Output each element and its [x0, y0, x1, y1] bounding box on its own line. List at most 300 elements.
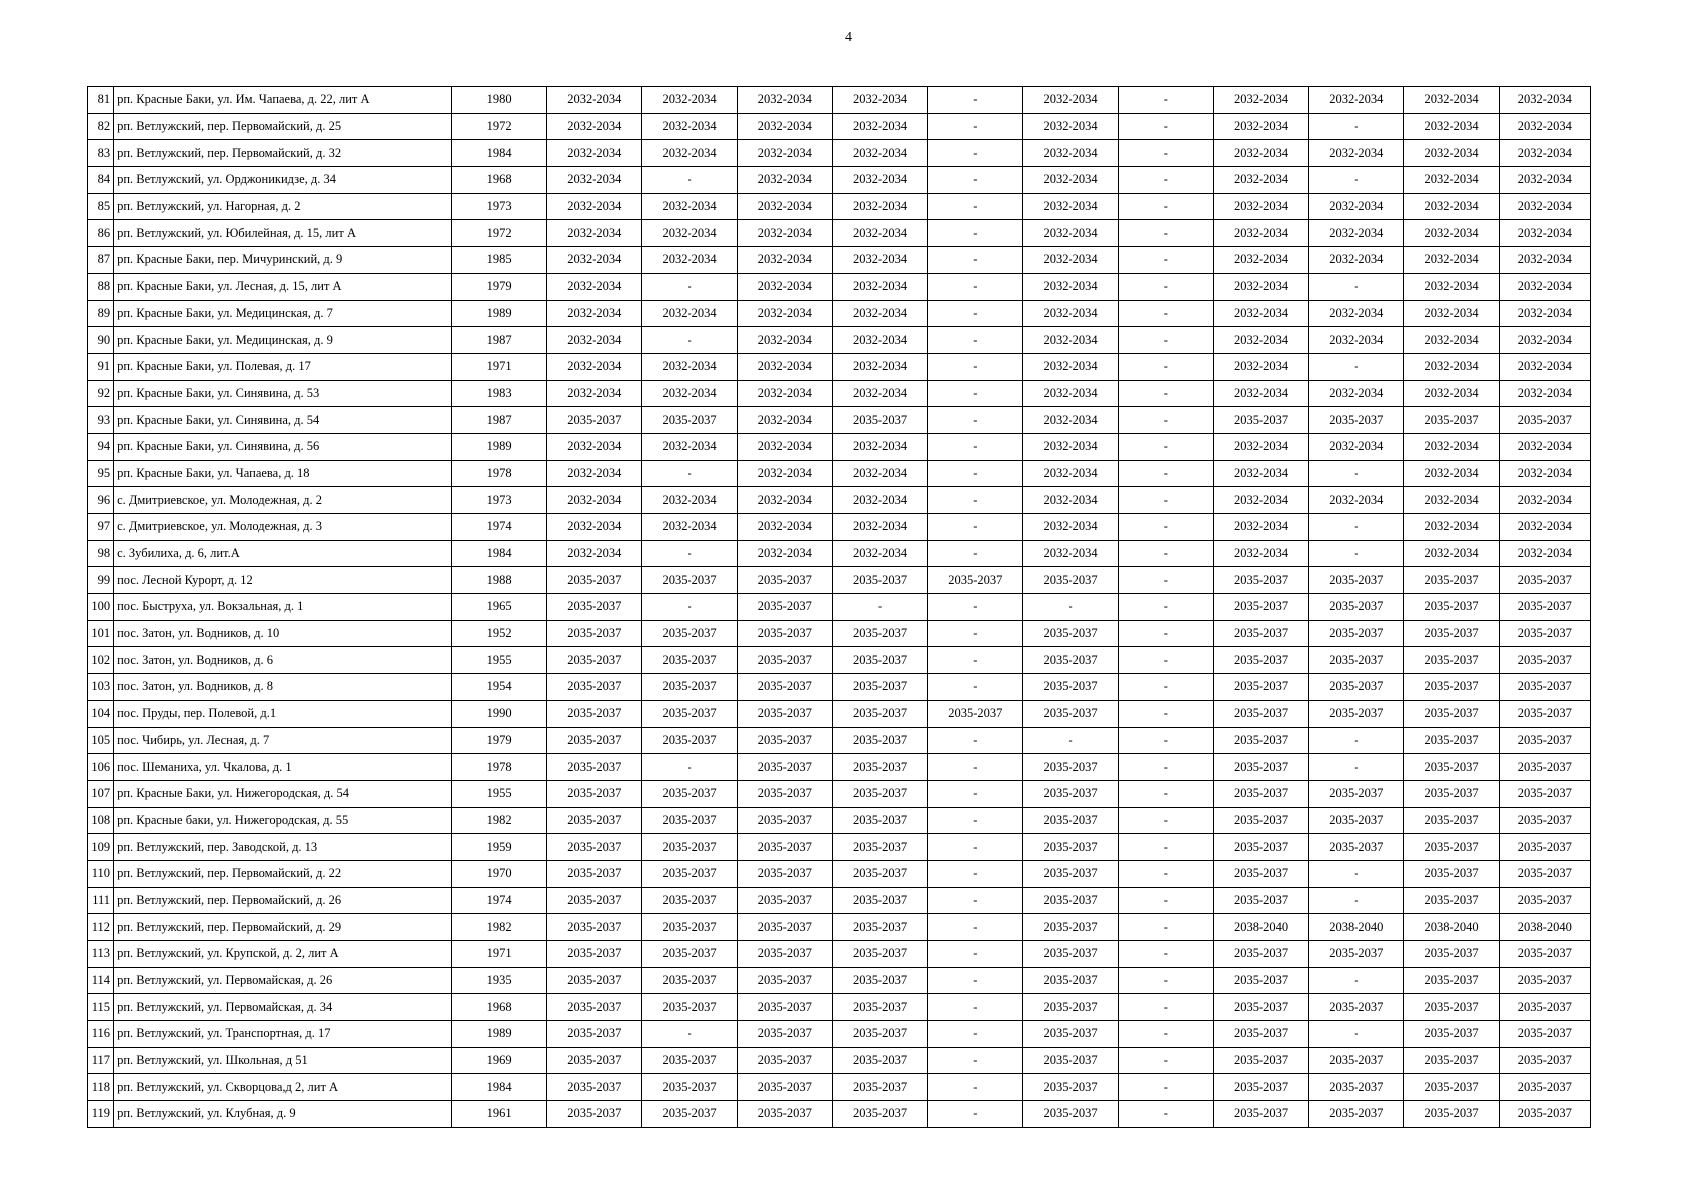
schedule-cell: 2035-2037: [1213, 807, 1308, 834]
table-row: [88, 273, 1591, 300]
schedule-cell: 2032-2034: [1499, 380, 1590, 407]
schedule-cell: 2032-2034: [1404, 113, 1499, 140]
schedule-cell: -: [1023, 594, 1118, 621]
schedule-cell: 2032-2034: [1499, 113, 1590, 140]
year-cell: 1959: [451, 834, 546, 861]
schedule-cell: 2032-2034: [737, 487, 832, 514]
schedule-cell: 2035-2037: [1499, 674, 1590, 701]
schedule-cell: 2035-2037: [1499, 754, 1590, 781]
schedule-cell: 2035-2037: [737, 941, 832, 968]
address-cell: пос. Чибирь, ул. Лесная, д. 7: [114, 727, 452, 754]
schedule-cell: 2035-2037: [737, 860, 832, 887]
schedule-cell: -: [928, 247, 1023, 274]
schedule-cell: 2032-2034: [547, 113, 642, 140]
schedule-cell: 2032-2034: [1213, 140, 1308, 167]
schedule-cell: -: [928, 994, 1023, 1021]
table-row: [88, 594, 1591, 621]
schedule-cell: 2035-2037: [1023, 567, 1118, 594]
schedule-cell: -: [928, 327, 1023, 354]
schedule-cell: 2032-2034: [1499, 514, 1590, 541]
year-cell: 1984: [451, 140, 546, 167]
schedule-cell: 2035-2037: [737, 834, 832, 861]
table-row: [88, 780, 1591, 807]
table-row: [88, 113, 1591, 140]
address-cell: рп. Красные Баки, ул. Синявина, д. 56: [114, 433, 452, 460]
schedule-cell: -: [1309, 540, 1404, 567]
schedule-cell: 2035-2037: [1023, 834, 1118, 861]
schedule-cell: -: [1309, 167, 1404, 194]
schedule-cell: -: [1118, 594, 1213, 621]
schedule-cell: 2032-2034: [547, 167, 642, 194]
schedule-cell: 2032-2034: [1404, 433, 1499, 460]
schedule-cell: 2032-2034: [832, 540, 927, 567]
row-number-cell: 110: [88, 860, 114, 887]
schedule-cell: 2035-2037: [547, 594, 642, 621]
schedule-cell: -: [928, 674, 1023, 701]
schedule-cell: 2035-2037: [737, 620, 832, 647]
address-cell: пос. Затон, ул. Водников, д. 8: [114, 674, 452, 701]
schedule-cell: -: [1118, 1047, 1213, 1074]
row-number-cell: 94: [88, 433, 114, 460]
schedule-cell: 2032-2034: [1499, 87, 1590, 114]
row-number-cell: 117: [88, 1047, 114, 1074]
schedule-cell: -: [928, 540, 1023, 567]
schedule-cell: 2035-2037: [1499, 567, 1590, 594]
year-cell: 1969: [451, 1047, 546, 1074]
address-cell: рп. Ветлужский, пер. Первомайский, д. 29: [114, 914, 452, 941]
schedule-cell: 2035-2037: [737, 700, 832, 727]
year-cell: 1989: [451, 300, 546, 327]
schedule-cell: -: [1118, 727, 1213, 754]
schedule-cell: 2032-2034: [642, 140, 737, 167]
schedule-cell: 2032-2034: [737, 353, 832, 380]
year-cell: 1973: [451, 193, 546, 220]
year-cell: 1987: [451, 407, 546, 434]
address-cell: рп. Красные Баки, ул. Синявина, д. 54: [114, 407, 452, 434]
schedule-cell: 2032-2034: [547, 140, 642, 167]
schedule-cell: -: [1118, 514, 1213, 541]
table-row: [88, 994, 1591, 1021]
schedule-cell: 2035-2037: [1023, 620, 1118, 647]
schedule-cell: 2032-2034: [1499, 273, 1590, 300]
schedule-cell: 2032-2034: [642, 113, 737, 140]
address-cell: рп. Ветлужский, ул. Скворцова,д 2, лит А: [114, 1074, 452, 1101]
schedule-cell: 2035-2037: [547, 994, 642, 1021]
schedule-cell: -: [1118, 860, 1213, 887]
schedule-cell: -: [1118, 807, 1213, 834]
schedule-cell: 2032-2034: [642, 193, 737, 220]
schedule-cell: 2035-2037: [1499, 727, 1590, 754]
year-cell: 1984: [451, 540, 546, 567]
schedule-cell: 2035-2037: [1023, 674, 1118, 701]
address-cell: рп. Ветлужский, ул. Школьная, д 51: [114, 1047, 452, 1074]
schedule-cell: 2035-2037: [832, 754, 927, 781]
table-row: [88, 567, 1591, 594]
schedule-cell: 2035-2037: [547, 1074, 642, 1101]
schedule-cell: -: [1118, 1101, 1213, 1128]
schedule-cell: 2035-2037: [1404, 967, 1499, 994]
schedule-cell: 2035-2037: [1499, 941, 1590, 968]
schedule-cell: 2032-2034: [1023, 407, 1118, 434]
schedule-cell: 2032-2034: [1213, 353, 1308, 380]
schedule-cell: 2032-2034: [832, 327, 927, 354]
schedule-cell: 2035-2037: [1499, 807, 1590, 834]
schedule-cell: 2032-2034: [1213, 327, 1308, 354]
schedule-cell: 2035-2037: [547, 834, 642, 861]
schedule-cell: -: [928, 487, 1023, 514]
schedule-cell: -: [1309, 353, 1404, 380]
table-row: [88, 860, 1591, 887]
schedule-cell: -: [1309, 887, 1404, 914]
schedule-cell: 2035-2037: [1023, 941, 1118, 968]
schedule-cell: 2032-2034: [1404, 487, 1499, 514]
year-cell: 1965: [451, 594, 546, 621]
schedule-cell: 2032-2034: [1023, 273, 1118, 300]
address-cell: рп. Ветлужский, пер. Первомайский, д. 25: [114, 113, 452, 140]
address-cell: рп. Ветлужский, ул. Нагорная, д. 2: [114, 193, 452, 220]
schedule-cell: 2035-2037: [832, 834, 927, 861]
schedule-cell: 2032-2034: [832, 300, 927, 327]
schedule-cell: 2035-2037: [737, 1074, 832, 1101]
schedule-cell: 2032-2034: [1213, 113, 1308, 140]
schedule-cell: 2032-2034: [832, 220, 927, 247]
schedule-cell: 2035-2037: [832, 807, 927, 834]
schedule-cell: -: [1118, 487, 1213, 514]
row-number-cell: 116: [88, 1021, 114, 1048]
schedule-cell: -: [1309, 967, 1404, 994]
schedule-cell: 2035-2037: [547, 887, 642, 914]
schedule-cell: -: [1118, 647, 1213, 674]
year-cell: 1979: [451, 273, 546, 300]
schedule-cell: 2035-2037: [547, 407, 642, 434]
schedule-cell: 2032-2034: [1023, 514, 1118, 541]
schedule-cell: 2032-2034: [547, 87, 642, 114]
schedule-cell: 2032-2034: [1499, 460, 1590, 487]
year-cell: 1955: [451, 647, 546, 674]
row-number-cell: 102: [88, 647, 114, 674]
schedule-cell: -: [1118, 994, 1213, 1021]
schedule-cell: 2035-2037: [642, 807, 737, 834]
schedule-cell: 2035-2037: [737, 914, 832, 941]
schedule-cell: 2032-2034: [832, 514, 927, 541]
schedule-cell: 2035-2037: [642, 407, 737, 434]
schedule-cell: 2035-2037: [1499, 780, 1590, 807]
schedule-cell: 2035-2037: [1499, 1021, 1590, 1048]
schedule-cell: -: [928, 1074, 1023, 1101]
schedule-cell: 2035-2037: [1499, 620, 1590, 647]
address-cell: рп. Красные Баки, ул. Синявина, д. 53: [114, 380, 452, 407]
schedule-cell: 2035-2037: [737, 567, 832, 594]
schedule-cell: 2035-2037: [1213, 567, 1308, 594]
table-row: [88, 620, 1591, 647]
schedule-cell: 2035-2037: [1213, 941, 1308, 968]
schedule-cell: 2035-2037: [1499, 1047, 1590, 1074]
schedule-cell: 2032-2034: [832, 433, 927, 460]
schedule-cell: 2032-2034: [1023, 220, 1118, 247]
schedule-cell: 2035-2037: [1309, 647, 1404, 674]
schedule-cell: 2035-2037: [928, 700, 1023, 727]
table-row: [88, 353, 1591, 380]
schedule-cell: 2035-2037: [547, 1047, 642, 1074]
schedule-cell: 2032-2034: [642, 514, 737, 541]
schedule-cell: 2032-2034: [547, 433, 642, 460]
schedule-cell: 2035-2037: [832, 1101, 927, 1128]
schedule-cell: 2035-2037: [1213, 754, 1308, 781]
schedule-cell: 2032-2034: [1404, 87, 1499, 114]
schedule-cell: -: [1118, 674, 1213, 701]
row-number-cell: 90: [88, 327, 114, 354]
schedule-cell: 2032-2034: [1023, 460, 1118, 487]
table-row: [88, 1074, 1591, 1101]
schedule-cell: 2032-2034: [737, 273, 832, 300]
schedule-cell: 2035-2037: [547, 754, 642, 781]
schedule-cell: 2032-2034: [1404, 540, 1499, 567]
schedule-cell: 2035-2037: [737, 807, 832, 834]
schedule-cell: 2035-2037: [1404, 674, 1499, 701]
table-row: [88, 754, 1591, 781]
schedule-cell: 2035-2037: [642, 834, 737, 861]
schedule-cell: -: [928, 620, 1023, 647]
schedule-cell: -: [642, 540, 737, 567]
schedule-cell: 2035-2037: [1023, 1101, 1118, 1128]
schedule-cell: 2035-2037: [547, 674, 642, 701]
row-number-cell: 107: [88, 780, 114, 807]
schedule-cell: -: [1118, 300, 1213, 327]
table-row: [88, 327, 1591, 354]
schedule-cell: 2035-2037: [832, 941, 927, 968]
schedule-cell: -: [1309, 860, 1404, 887]
schedule-cell: 2032-2034: [1023, 433, 1118, 460]
schedule-cell: -: [1118, 941, 1213, 968]
schedule-cell: -: [1118, 273, 1213, 300]
schedule-cell: 2035-2037: [547, 860, 642, 887]
schedule-cell: -: [928, 647, 1023, 674]
schedule-cell: 2035-2037: [1404, 1074, 1499, 1101]
address-cell: рп. Красные Баки, ул. Лесная, д. 15, лит А: [114, 273, 452, 300]
schedule-cell: 2035-2037: [1213, 647, 1308, 674]
address-cell: пос. Затон, ул. Водников, д. 10: [114, 620, 452, 647]
year-cell: 1982: [451, 807, 546, 834]
schedule-cell: 2035-2037: [547, 780, 642, 807]
schedule-cell: 2035-2037: [547, 620, 642, 647]
address-cell: рп. Ветлужский, ул. Транспортная, д. 17: [114, 1021, 452, 1048]
schedule-cell: -: [1118, 407, 1213, 434]
schedule-cell: 2035-2037: [547, 967, 642, 994]
schedule-cell: 2035-2037: [1404, 780, 1499, 807]
address-cell: пос. Шеманиха, ул. Чкалова, д. 1: [114, 754, 452, 781]
schedule-cell: 2035-2037: [547, 1101, 642, 1128]
schedule-cell: -: [928, 1021, 1023, 1048]
schedule-cell: -: [1118, 780, 1213, 807]
address-cell: рп. Красные Баки, ул. Чапаева, д. 18: [114, 460, 452, 487]
schedule-cell: 2035-2037: [1309, 620, 1404, 647]
schedule-cell: 2032-2034: [1404, 220, 1499, 247]
schedule-cell: 2032-2034: [737, 460, 832, 487]
schedule-cell: 2035-2037: [832, 1074, 927, 1101]
schedule-cell: -: [928, 807, 1023, 834]
schedule-cell: 2035-2037: [642, 941, 737, 968]
table-row: [88, 300, 1591, 327]
address-cell: рп. Красные Баки, пер. Мичуринский, д. 9: [114, 247, 452, 274]
schedule-cell: 2035-2037: [1309, 674, 1404, 701]
schedule-cell: 2032-2034: [1213, 540, 1308, 567]
schedule-cell: 2038-2040: [1309, 914, 1404, 941]
schedule-cell: 2035-2037: [1404, 994, 1499, 1021]
schedule-cell: -: [928, 754, 1023, 781]
schedule-cell: 2032-2034: [1309, 433, 1404, 460]
year-cell: 1989: [451, 1021, 546, 1048]
schedule-cell: 2035-2037: [1404, 941, 1499, 968]
schedule-cell: 2032-2034: [547, 247, 642, 274]
schedule-cell: 2038-2040: [1499, 914, 1590, 941]
schedule-cell: -: [1118, 167, 1213, 194]
schedule-cell: 2032-2034: [737, 327, 832, 354]
schedule-cell: 2035-2037: [1404, 567, 1499, 594]
year-cell: 1985: [451, 247, 546, 274]
schedule-cell: 2032-2034: [642, 247, 737, 274]
address-cell: пос. Пруды, пер. Полевой, д.1: [114, 700, 452, 727]
schedule-cell: 2032-2034: [642, 433, 737, 460]
schedule-cell: 2032-2034: [1404, 460, 1499, 487]
schedule-cell: 2032-2034: [1023, 167, 1118, 194]
schedule-cell: 2032-2034: [1023, 487, 1118, 514]
schedule-cell: 2032-2034: [1023, 247, 1118, 274]
schedule-cell: 2032-2034: [1309, 220, 1404, 247]
year-cell: 1987: [451, 327, 546, 354]
address-cell: рп. Красные Баки, ул. Им. Чапаева, д. 22, лит А: [114, 87, 452, 114]
row-number-cell: 86: [88, 220, 114, 247]
table-row: [88, 727, 1591, 754]
year-cell: 1971: [451, 353, 546, 380]
schedule-cell: -: [1118, 193, 1213, 220]
schedule-cell: 2032-2034: [737, 514, 832, 541]
schedule-cell: 2032-2034: [737, 167, 832, 194]
schedule-cell: 2032-2034: [737, 193, 832, 220]
table-row: [88, 1101, 1591, 1128]
row-number-cell: 109: [88, 834, 114, 861]
schedule-cell: -: [1118, 113, 1213, 140]
schedule-cell: 2035-2037: [832, 860, 927, 887]
schedule-cell: 2032-2034: [1213, 193, 1308, 220]
row-number-cell: 115: [88, 994, 114, 1021]
schedule-cell: -: [928, 167, 1023, 194]
year-cell: 1973: [451, 487, 546, 514]
schedule-cell: 2035-2037: [1499, 407, 1590, 434]
schedule-cell: -: [928, 380, 1023, 407]
schedule-cell: 2035-2037: [1309, 1047, 1404, 1074]
schedule-cell: 2032-2034: [1499, 193, 1590, 220]
schedule-cell: 2032-2034: [1499, 487, 1590, 514]
schedule-cell: -: [1118, 140, 1213, 167]
table-row: [88, 247, 1591, 274]
row-number-cell: 93: [88, 407, 114, 434]
schedule-cell: 2032-2034: [832, 140, 927, 167]
schedule-cell: -: [1118, 247, 1213, 274]
schedule-cell: 2032-2034: [642, 220, 737, 247]
schedule-cell: 2035-2037: [1404, 700, 1499, 727]
row-number-cell: 108: [88, 807, 114, 834]
schedule-cell: 2035-2037: [1309, 834, 1404, 861]
schedule-cell: 2035-2037: [1213, 1047, 1308, 1074]
schedule-cell: 2035-2037: [1309, 594, 1404, 621]
schedule-cell: -: [928, 460, 1023, 487]
schedule-cell: 2032-2034: [547, 487, 642, 514]
schedule-cell: 2035-2037: [1213, 860, 1308, 887]
year-cell: 1980: [451, 87, 546, 114]
schedule-cell: 2035-2037: [547, 1021, 642, 1048]
schedule-cell: 2035-2037: [1213, 594, 1308, 621]
schedule-cell: 2032-2034: [1023, 300, 1118, 327]
schedule-cell: -: [1118, 327, 1213, 354]
schedule-cell: 2035-2037: [1023, 780, 1118, 807]
table-row: [88, 140, 1591, 167]
year-cell: 1961: [451, 1101, 546, 1128]
schedule-cell: 2032-2034: [832, 247, 927, 274]
year-cell: 1971: [451, 941, 546, 968]
schedule-cell: 2035-2037: [832, 407, 927, 434]
schedule-cell: -: [928, 727, 1023, 754]
row-number-cell: 85: [88, 193, 114, 220]
schedule-cell: -: [928, 87, 1023, 114]
schedule-cell: 2035-2037: [1499, 994, 1590, 1021]
schedule-cell: 2032-2034: [832, 460, 927, 487]
schedule-cell: 2032-2034: [1309, 247, 1404, 274]
schedule-cell: 2035-2037: [737, 647, 832, 674]
schedule-cell: -: [1309, 514, 1404, 541]
schedule-cell: 2032-2034: [642, 87, 737, 114]
schedule-cell: 2032-2034: [547, 460, 642, 487]
schedule-cell: 2035-2037: [1499, 1074, 1590, 1101]
schedule-cell: 2032-2034: [737, 433, 832, 460]
schedule-cell: 2032-2034: [547, 193, 642, 220]
schedule-cell: 2032-2034: [1023, 380, 1118, 407]
schedule-cell: 2032-2034: [1404, 167, 1499, 194]
schedule-cell: 2035-2037: [1309, 1074, 1404, 1101]
schedule-cell: 2032-2034: [1023, 327, 1118, 354]
schedule-cell: 2035-2037: [1213, 967, 1308, 994]
schedule-cell: 2035-2037: [642, 1101, 737, 1128]
schedule-cell: 2032-2034: [1309, 193, 1404, 220]
schedule-cell: 2035-2037: [547, 727, 642, 754]
schedule-cell: 2032-2034: [1499, 167, 1590, 194]
schedule-cell: 2035-2037: [737, 887, 832, 914]
schedule-cell: -: [1309, 1021, 1404, 1048]
schedule-cell: -: [1118, 220, 1213, 247]
address-cell: рп. Ветлужский, ул. Первомайская, д. 34: [114, 994, 452, 1021]
schedule-cell: 2035-2037: [1404, 1021, 1499, 1048]
schedule-cell: 2035-2037: [832, 994, 927, 1021]
year-cell: 1982: [451, 914, 546, 941]
schedule-cell: 2035-2037: [547, 914, 642, 941]
schedule-cell: 2035-2037: [1213, 674, 1308, 701]
schedule-cell: 2035-2037: [1023, 887, 1118, 914]
schedule-cell: 2035-2037: [737, 754, 832, 781]
schedule-cell: 2032-2034: [1213, 514, 1308, 541]
schedule-cell: 2032-2034: [832, 487, 927, 514]
schedule-cell: 2032-2034: [737, 87, 832, 114]
schedule-cell: 2035-2037: [737, 1047, 832, 1074]
schedule-cell: -: [928, 1047, 1023, 1074]
year-cell: 1972: [451, 220, 546, 247]
row-number-cell: 83: [88, 140, 114, 167]
year-cell: 1983: [451, 380, 546, 407]
schedule-cell: 2035-2037: [832, 967, 927, 994]
address-cell: с. Дмитриевское, ул. Молодежная, д. 2: [114, 487, 452, 514]
schedule-cell: 2035-2037: [832, 647, 927, 674]
row-number-cell: 89: [88, 300, 114, 327]
row-number-cell: 103: [88, 674, 114, 701]
schedule-cell: 2035-2037: [547, 941, 642, 968]
